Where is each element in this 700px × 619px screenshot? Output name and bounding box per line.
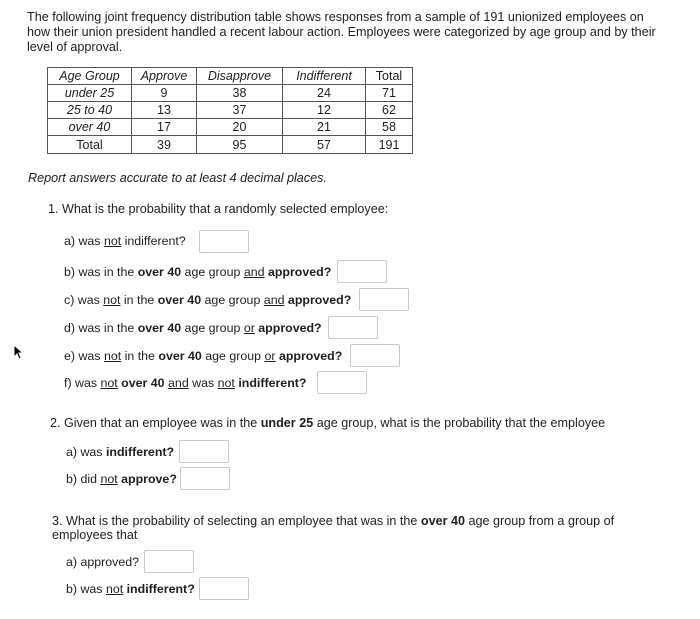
mouse-cursor-icon xyxy=(13,344,25,360)
q2a-text: a) was indifferent? xyxy=(66,445,175,459)
cell: 62 xyxy=(366,102,413,119)
cell: 24 xyxy=(283,85,366,102)
q2b-answer-input[interactable] xyxy=(180,467,230,490)
table-row xyxy=(48,85,413,102)
cell: 57 xyxy=(283,136,366,154)
question-3: 3. What is the probability of selecting an employee that was in the over 40 age group from a group of employees that xyxy=(52,514,615,542)
cell: 13 xyxy=(132,102,197,119)
q2b-text: b) did not approve? xyxy=(66,472,177,486)
cell: 95 xyxy=(197,136,283,154)
header-disapprove: Disapprove xyxy=(197,68,283,85)
q1c-answer-input[interactable] xyxy=(359,288,409,311)
q1b-text: b) was in the over 40 age group and approved? xyxy=(64,265,332,279)
cell: 39 xyxy=(132,136,197,154)
row-label: 25 to 40 xyxy=(48,102,132,119)
q1a-text: a) was not indifferent? xyxy=(64,234,186,248)
row-label: under 25 xyxy=(48,85,132,102)
row-label: Total xyxy=(48,136,132,154)
report-instruction: Report answers accurate to at least 4 decimal places. xyxy=(28,171,327,185)
joint-frequency-table xyxy=(47,67,413,154)
q3a-text: a) approved? xyxy=(66,555,140,569)
q3b-text: b) was not indifferent? xyxy=(66,582,195,596)
q1e-text: e) was not in the over 40 age group or approved? xyxy=(64,349,343,363)
cell: 191 xyxy=(366,136,413,154)
header-approve: Approve xyxy=(132,68,197,85)
row-label: over 40 xyxy=(48,119,132,136)
q1a-answer-input[interactable] xyxy=(199,230,249,253)
q2a-answer-input[interactable] xyxy=(179,440,229,463)
cell: 71 xyxy=(366,85,413,102)
cell: 21 xyxy=(283,119,366,136)
cell: 9 xyxy=(132,85,197,102)
q1f-text: f) was not over 40 and was not indifferent? xyxy=(64,376,307,390)
table-row xyxy=(48,119,413,136)
header-age-group: Age Group xyxy=(48,68,132,85)
table-row xyxy=(48,102,413,119)
q1d-text: d) was in the over 40 age group or approved? xyxy=(64,321,322,335)
intro-text: The following joint frequency distribution table shows responses from a sample of 191 unionized employees on how their union president handled a recent labour action. Employees were categorized by age group and by their level of approval. xyxy=(27,10,656,54)
table-header-row xyxy=(48,68,413,85)
q1e-answer-input[interactable] xyxy=(350,344,400,367)
q1c-text: c) was not in the over 40 age group and approved? xyxy=(64,293,352,307)
q3b-answer-input[interactable] xyxy=(199,577,249,600)
q3a-answer-input[interactable] xyxy=(144,550,194,573)
cell: 38 xyxy=(197,85,283,102)
cell: 20 xyxy=(197,119,283,136)
q1b-answer-input[interactable] xyxy=(337,260,387,283)
header-total: Total xyxy=(366,68,413,85)
header-indifferent: Indifferent xyxy=(283,68,366,85)
q1d-answer-input[interactable] xyxy=(328,316,378,339)
table-row-total xyxy=(48,136,413,154)
question-2: 2. Given that an employee was in the under 25 age group, what is the probability that the employee xyxy=(50,416,606,430)
q1f-answer-input[interactable] xyxy=(317,371,367,394)
question-1: 1. What is the probability that a randomly selected employee: xyxy=(48,202,389,216)
cell: 12 xyxy=(283,102,366,119)
cell: 58 xyxy=(366,119,413,136)
cell: 17 xyxy=(132,119,197,136)
cell: 37 xyxy=(197,102,283,119)
